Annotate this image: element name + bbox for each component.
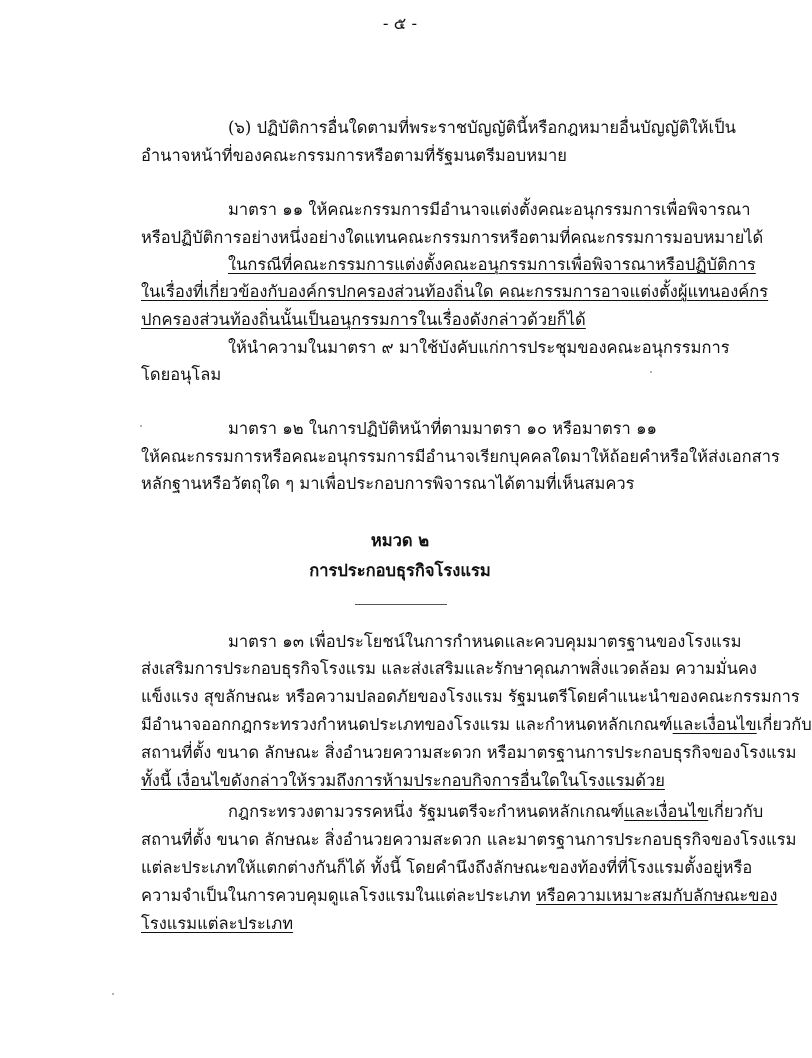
scan-speck [112, 993, 114, 995]
article13-line1: มาตรา ๑๓ เพื่อประโยชน์ในการกำหนดและควบคุมมาตรฐานของโรงแรม [228, 632, 742, 651]
scan-speck [140, 425, 142, 427]
chapter-divider [355, 604, 447, 605]
article13-line4 [141, 714, 812, 736]
chapter-title: การประกอบธุรกิจโรงแรม [309, 561, 491, 580]
page-number: - ๕ - [382, 14, 418, 33]
scan-speck [650, 371, 652, 373]
article11-underlined-line3: ปกครองส่วนท้องถิ่นนั้นเป็นอนุกรรมการในเรื่องดังกล่าวด้วยก็ได้ [141, 310, 586, 329]
article13-line5: สถานที่ตั้ง ขนาด ลักษณะ สิ่งอำนวยความสะดวก หรือมาตรฐานการประกอบธุรกิจของโรงแรม [141, 743, 797, 762]
article11-line2: หรือปฏิบัติการอย่างหนึ่งอย่างใดแทนคณะกรรมการหรือตามที่คณะกรรมการมอบหมายได้ [141, 228, 764, 247]
article13-line4-post: เกี่ยวกับ [756, 715, 812, 734]
article13-para2-line4 [141, 885, 777, 907]
article13-para2-line3: แต่ละประเภทให้แตกต่างกันก็ได้ ทั้งนี้ โดยคำนึงถึงลักษณะของท้องที่ที่โรงแรมตั้งอยู่หรือ [141, 858, 753, 877]
article13-para2-line1-pre: กฎกระทรวงตามวรรคหนึ่ง รัฐมนตรีจะกำหนดหลักเกณฑ์ [228, 802, 625, 821]
article12-line2: ให้คณะกรรมการหรือคณะอนุกรรมการมีอำนาจเรียกบุคคลใดมาให้ถ้อยคำหรือให้ส่งเอกสาร [141, 447, 780, 466]
chapter-number: หมวด ๒ [370, 531, 430, 550]
article11-line1: มาตรา ๑๑ ให้คณะกรรมการมีอำนาจแต่งตั้งคณะอนุกรรมการเพื่อพิจารณา [228, 200, 751, 219]
article11-para3-line1: ให้นำความในมาตรา ๙ มาใช้บังคับแก่การประชุมของคณะอนุกรรมการ [228, 338, 730, 357]
article13-line4-underlined: และเงื่อนไข [672, 715, 757, 734]
article11-underlined-line2: ในเรื่องที่เกี่ยวข้องกับองค์กรปกครองส่วนท้องถิ่นใด คณะกรรมการอาจแต่งตั้งผู้แทนองค์กร [141, 282, 769, 301]
article13-line6-underlined: ทั้งนี้ เงื่อนไขดังกล่าวให้รวมถึงการห้ามประกอบกิจการอื่นใดในโรงแรมด้วย [141, 771, 665, 790]
article13-para2-line1 [228, 801, 763, 823]
article13-line4-pre: มีอำนาจออกกฎกระทรวงกำหนดประเภทของโรงแรม และกำหนดหลักเกณฑ์ [141, 715, 673, 734]
section6-line2: อำนาจหน้าที่ของคณะกรรมการหรือตามที่รัฐมนตรีมอบหมาย [141, 146, 567, 165]
section6-line1: (๖) ปฏิบัติการอื่นใดตามที่พระราชบัญญัตินี้หรือกฎหมายอื่นบัญญัติให้เป็น [228, 118, 736, 137]
article13-para2-line2: สถานที่ตั้ง ขนาด ลักษณะ สิ่งอำนวยความสะดวก และมาตรฐานการประกอบธุรกิจของโรงแรม [141, 830, 797, 849]
article13-para2-line4-underlined: หรือความเหมาะสมกับลักษณะของ [536, 886, 778, 905]
article12-line1: มาตรา ๑๒ ในการปฏิบัติหน้าที่ตามมาตรา ๑๐ หรือมาตรา ๑๑ [228, 419, 658, 438]
article13-line2: ส่งเสริมการประกอบธุรกิจโรงแรม และส่งเสริมและรักษาคุณภาพสิ่งแวดล้อม ความมั่นคง [141, 659, 757, 678]
article13-para2-line5-underlined: โรงแรมแต่ละประเภท [141, 914, 294, 933]
article11-para3-line2: โดยอนุโลม [141, 365, 222, 384]
article11-underlined-line1: ในกรณีที่คณะกรรมการแต่งตั้งคณะอนุกรรมการเพื่อพิจารณาหรือปฏิบัติการ [228, 255, 756, 274]
article12-line3: หลักฐานหรือวัตถุใด ๆ มาเพื่อประกอบการพิจารณาได้ตามที่เห็นสมควร [141, 474, 635, 493]
article13-para2-line4-pre: ความจำเป็นในการควบคุมดูแลโรงแรมในแต่ละประเภท [141, 886, 537, 905]
article13-para2-line1-underlined: และเงื่อนไข [624, 802, 709, 821]
article13-line3: แข็งแรง สุขลักษณะ หรือความปลอดภัยของโรงแรม รัฐมนตรีโดยคำแนะนำของคณะกรรมการ [141, 687, 800, 706]
article13-para2-line1-post: เกี่ยวกับ [708, 802, 764, 821]
